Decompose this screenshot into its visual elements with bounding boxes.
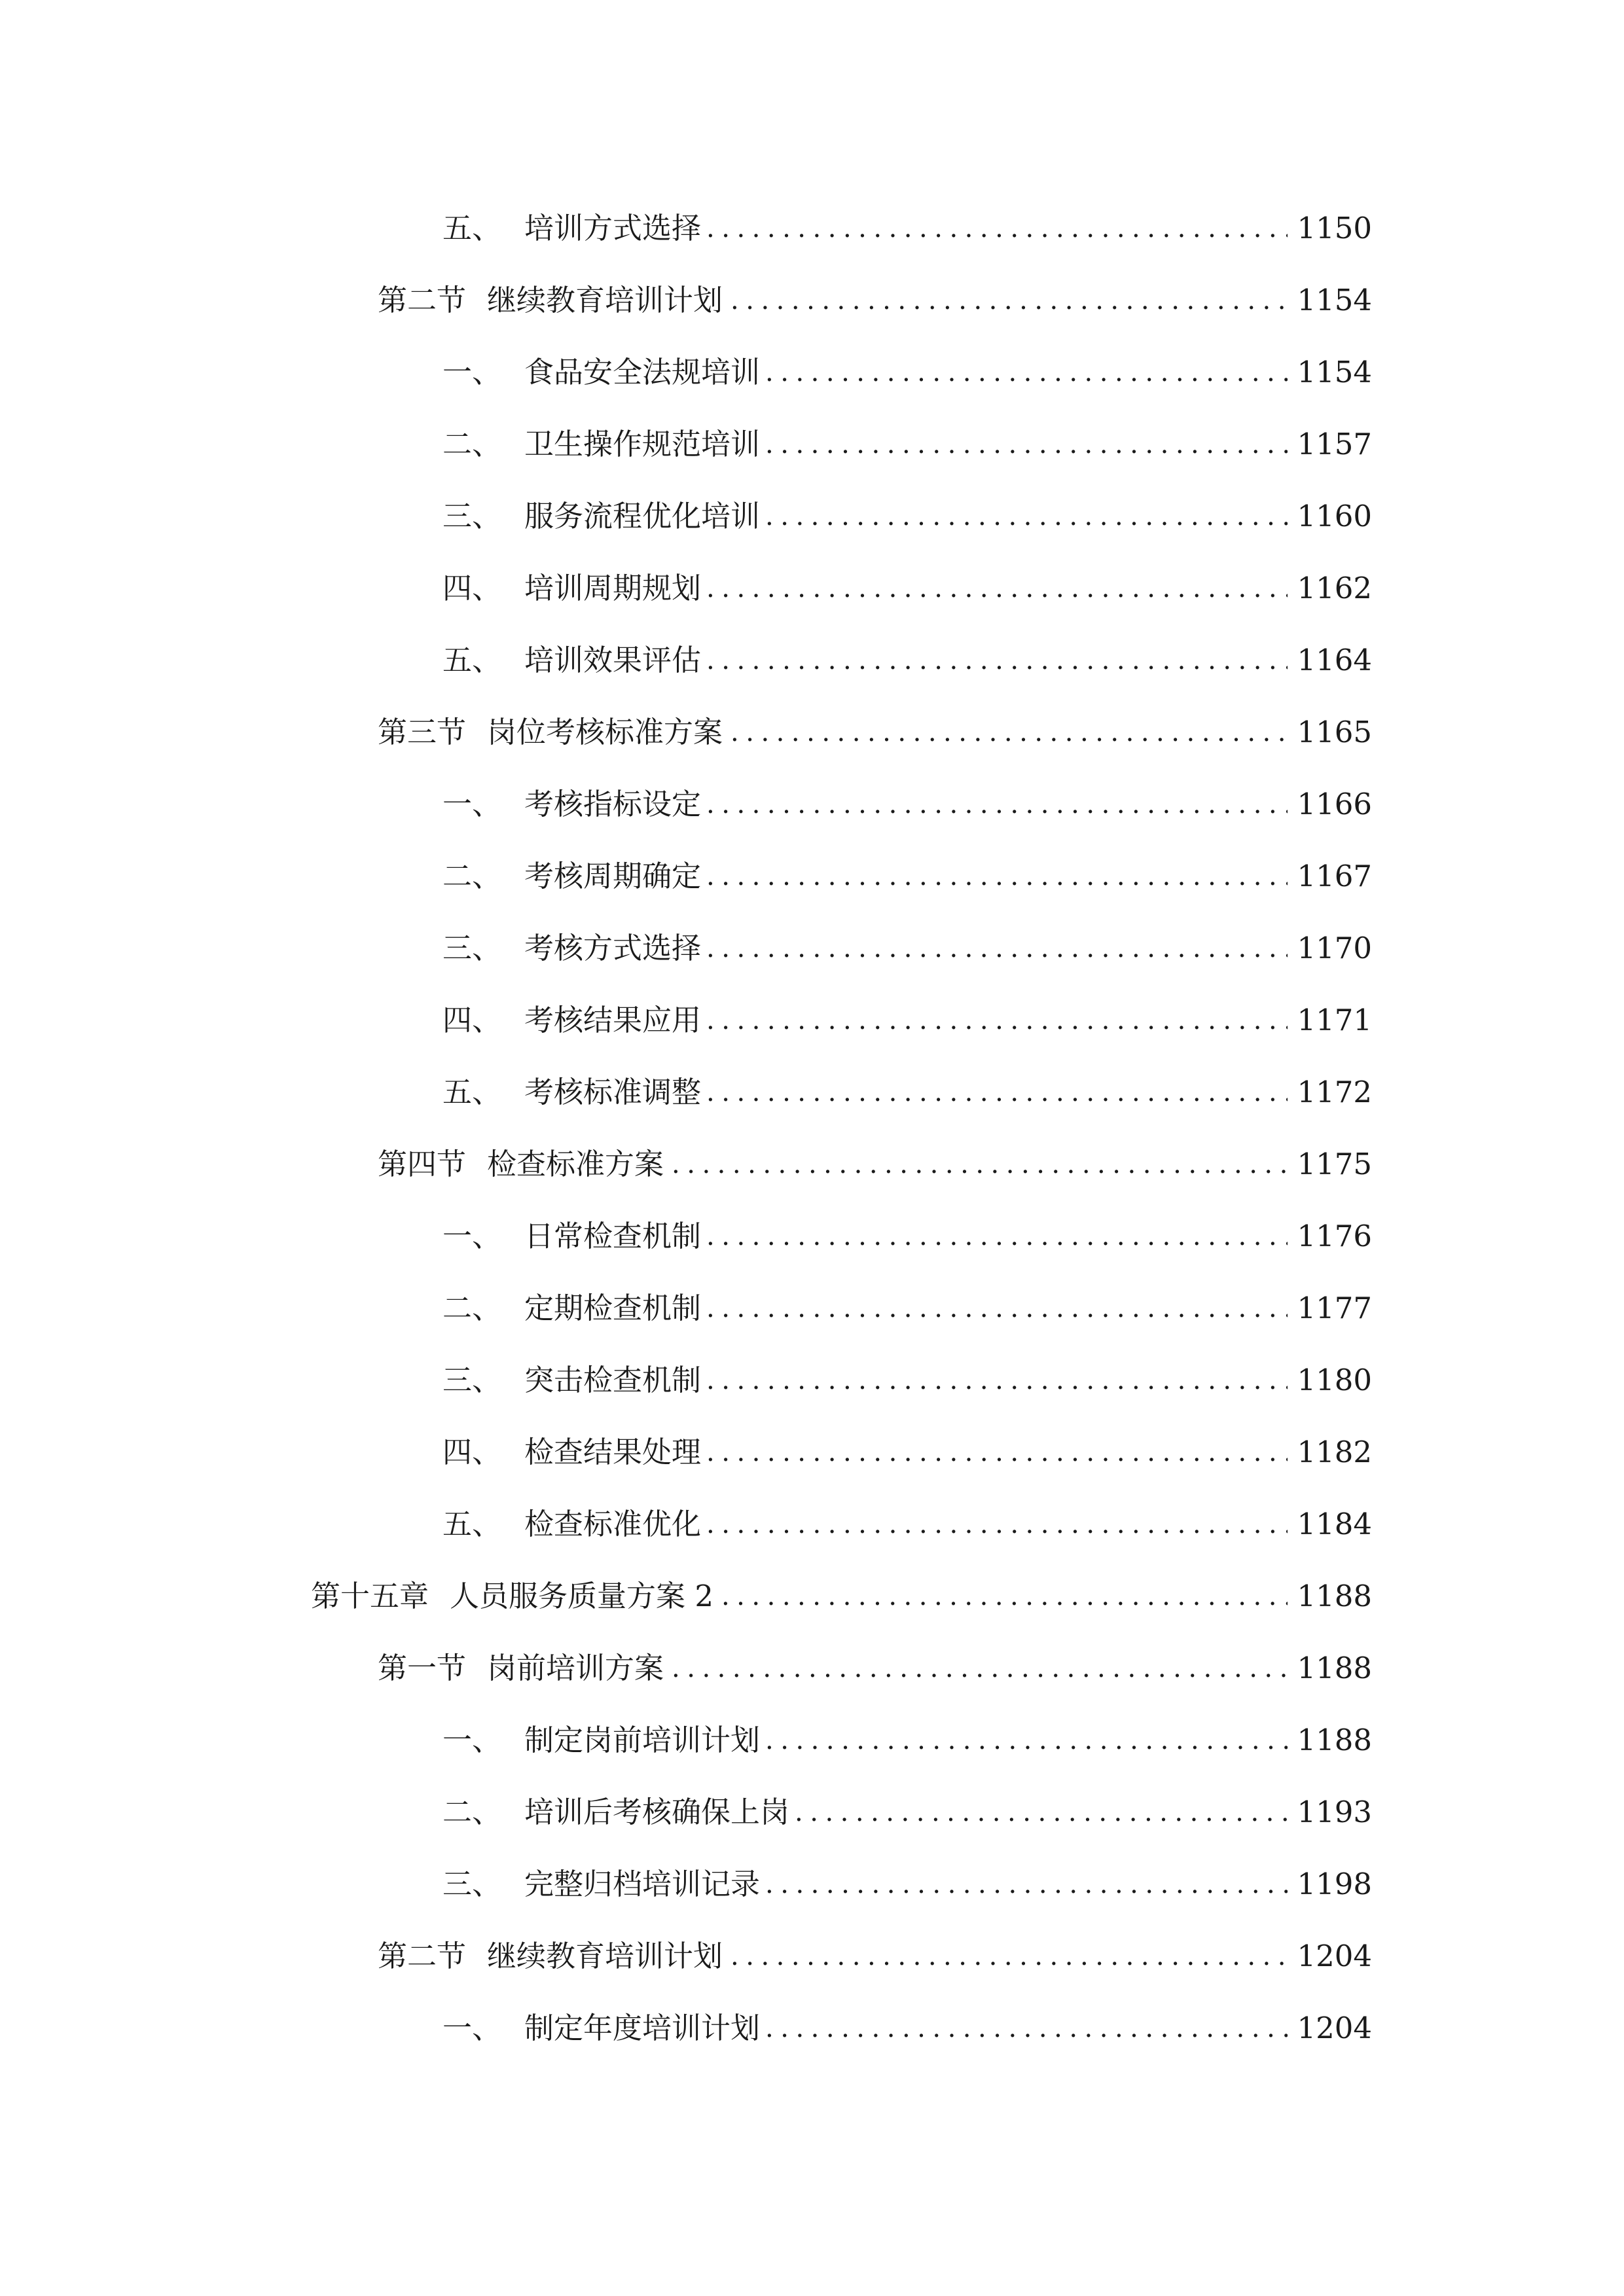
toc-entry-number: 第十五章 (311, 1579, 429, 1613)
toc-entry-number: 四、 (442, 1435, 502, 1469)
toc-entry-number: 一、 (442, 1723, 502, 1757)
toc-leader-dots (706, 1282, 1288, 1335)
toc-entry[interactable] (442, 1786, 1372, 1839)
toc-entry-page: 1182 (1297, 1435, 1372, 1469)
toc-leader-dots (672, 1642, 1288, 1695)
toc-entry-title: 制定岗前培训计划 (524, 1723, 761, 1757)
toc-entry-number: 第四节 (378, 1147, 467, 1181)
toc-entry[interactable] (378, 1138, 1372, 1191)
toc-entry-title: 完整归档培训记录 (524, 1867, 761, 1901)
toc-entry-number: 三、 (442, 931, 502, 965)
toc-entry[interactable] (442, 2002, 1372, 2054)
toc-entry-title: 培训效果评估 (524, 643, 702, 677)
toc-entry-number: 三、 (442, 1867, 502, 1901)
toc-entry-title: 定期检查机制 (524, 1291, 702, 1325)
toc-leader-dots (706, 1426, 1288, 1479)
toc-entry-page: 1154 (1297, 283, 1372, 317)
toc-entry[interactable] (442, 634, 1372, 687)
toc-leader-dots (731, 274, 1288, 327)
toc-entry-title: 制定年度培训计划 (524, 2011, 761, 2045)
toc-entry[interactable] (378, 1930, 1372, 1982)
toc-entry[interactable] (442, 1354, 1372, 1407)
toc-entry-number: 三、 (442, 499, 502, 533)
toc-entry[interactable] (442, 202, 1372, 255)
toc-entry-title: 食品安全法规培训 (524, 355, 761, 389)
toc-entry-page: 1188 (1297, 1651, 1372, 1685)
toc-entry-number: 一、 (442, 355, 502, 389)
toc-leader-dots (765, 490, 1288, 543)
toc-entry-title: 考核方式选择 (524, 931, 702, 965)
toc-entry[interactable] (378, 274, 1372, 327)
toc-entry-number: 二、 (442, 859, 502, 893)
toc-entry-page: 1171 (1297, 1003, 1372, 1037)
toc-entry-title: 检查标准优化 (524, 1507, 702, 1541)
toc-entry-number: 第一节 (378, 1651, 467, 1685)
toc-entry-page: 1188 (1297, 1579, 1372, 1613)
toc-entry-title: 人员服务质量方案 2 (450, 1579, 713, 1613)
toc-leader-dots (765, 418, 1288, 471)
toc-entry[interactable] (378, 1642, 1372, 1695)
toc-entry-number: 五、 (442, 643, 502, 677)
toc-entry[interactable] (442, 1282, 1372, 1335)
toc-entry[interactable] (442, 562, 1372, 615)
toc-leader-dots (672, 1138, 1288, 1191)
toc-leader-dots (765, 346, 1288, 399)
toc-leader-dots (795, 1786, 1288, 1839)
toc-leader-dots (706, 778, 1288, 831)
toc-entry-number: 三、 (442, 1363, 502, 1397)
toc-entry-number: 二、 (442, 1291, 502, 1325)
toc-entry[interactable] (442, 1858, 1372, 1910)
toc-leader-dots (706, 562, 1288, 615)
toc-entry-number: 五、 (442, 211, 502, 245)
toc-entry-number: 一、 (442, 2011, 502, 2045)
toc-leader-dots (706, 202, 1288, 255)
toc-entry-page: 1180 (1297, 1363, 1372, 1397)
toc-leader-dots (765, 1858, 1288, 1910)
toc-entry[interactable] (442, 1714, 1372, 1767)
toc-entry-title: 检查标准方案 (487, 1147, 664, 1181)
toc-entry-page: 1154 (1297, 355, 1372, 389)
toc-entry-title: 继续教育培训计划 (487, 1939, 723, 1973)
toc-entry-title: 培训周期规划 (524, 571, 702, 605)
toc-entry[interactable] (442, 994, 1372, 1047)
toc-entry-title: 岗位考核标准方案 (487, 715, 723, 749)
toc-entry-page: 1204 (1297, 2011, 1372, 2045)
toc-entry-number: 第二节 (378, 1939, 467, 1973)
toc-entry-number: 五、 (442, 1507, 502, 1541)
toc-entry-title: 检查结果处理 (524, 1435, 702, 1469)
toc-entry-number: 第二节 (378, 283, 467, 317)
toc-leader-dots (706, 1066, 1288, 1119)
toc-entry-number: 第三节 (378, 715, 467, 749)
toc-entry[interactable] (442, 346, 1372, 399)
toc-entry-page: 1167 (1297, 859, 1372, 893)
toc-entry-page: 1177 (1297, 1291, 1372, 1325)
toc-entry[interactable] (378, 706, 1372, 759)
toc-entry[interactable] (442, 418, 1372, 471)
toc-entry[interactable] (311, 1570, 1372, 1623)
toc-entry-page: 1165 (1297, 715, 1372, 749)
toc-leader-dots (706, 1498, 1288, 1551)
toc-entry-number: 二、 (442, 1795, 502, 1829)
toc-entry-page: 1188 (1297, 1723, 1372, 1757)
toc-entry-title: 日常检查机制 (524, 1219, 702, 1253)
toc-entry-page: 1184 (1297, 1507, 1372, 1541)
toc-entry-page: 1204 (1297, 1939, 1372, 1973)
toc-entry-title: 考核周期确定 (524, 859, 702, 893)
toc-entry-title: 培训方式选择 (524, 211, 702, 245)
toc-entry[interactable] (442, 1498, 1372, 1551)
toc-entry-number: 一、 (442, 787, 502, 821)
toc-entry-title: 卫生操作规范培训 (524, 427, 761, 461)
toc-entry-title: 服务流程优化培训 (524, 499, 761, 533)
toc-entry[interactable] (442, 922, 1372, 975)
toc-entry-number: 五、 (442, 1075, 502, 1109)
toc-entry-page: 1150 (1297, 211, 1372, 245)
toc-entry-title: 考核结果应用 (524, 1003, 702, 1037)
toc-entry[interactable] (442, 1210, 1372, 1263)
toc-entry-number: 四、 (442, 571, 502, 605)
toc-entry-page: 1162 (1297, 571, 1372, 605)
toc-entry-page: 1166 (1297, 787, 1372, 821)
toc-entry-page: 1193 (1297, 1795, 1372, 1829)
toc-entry-page: 1160 (1297, 499, 1372, 533)
toc-entry-page: 1176 (1297, 1219, 1372, 1253)
toc-entry[interactable] (442, 850, 1372, 903)
toc-entry-page: 1198 (1297, 1867, 1372, 1901)
toc-leader-dots (721, 1570, 1288, 1623)
toc-entry-number: 一、 (442, 1219, 502, 1253)
toc-entry-title: 岗前培训方案 (487, 1651, 664, 1685)
toc-entry-number: 四、 (442, 1003, 502, 1037)
toc-leader-dots (706, 850, 1288, 903)
toc-leader-dots (706, 994, 1288, 1047)
toc-leader-dots (765, 2002, 1288, 2054)
toc-entry[interactable] (442, 1066, 1372, 1119)
toc-entry-title: 突击检查机制 (524, 1363, 702, 1397)
toc-entry-title: 培训后考核确保上岗 (524, 1795, 790, 1829)
toc-leader-dots (706, 1354, 1288, 1407)
toc-entry-page: 1175 (1297, 1147, 1372, 1181)
toc-leader-dots (706, 922, 1288, 975)
toc-entry-title: 考核标准调整 (524, 1075, 702, 1109)
toc-leader-dots (731, 1930, 1288, 1982)
toc-leader-dots (706, 1210, 1288, 1263)
toc-entry[interactable] (442, 1426, 1372, 1479)
toc-leader-dots (731, 706, 1288, 759)
toc-entry-page: 1172 (1297, 1075, 1372, 1109)
toc-leader-dots (706, 634, 1288, 687)
toc-entry-title: 考核指标设定 (524, 787, 702, 821)
toc-entry-page: 1157 (1297, 427, 1372, 461)
toc-leader-dots (765, 1714, 1288, 1767)
toc-entry-page: 1170 (1297, 931, 1372, 965)
toc-entry[interactable] (442, 778, 1372, 831)
toc-entry-number: 二、 (442, 427, 502, 461)
toc-entry[interactable] (442, 490, 1372, 543)
toc-entry-page: 1164 (1297, 643, 1372, 677)
toc-entry-title: 继续教育培训计划 (487, 283, 723, 317)
